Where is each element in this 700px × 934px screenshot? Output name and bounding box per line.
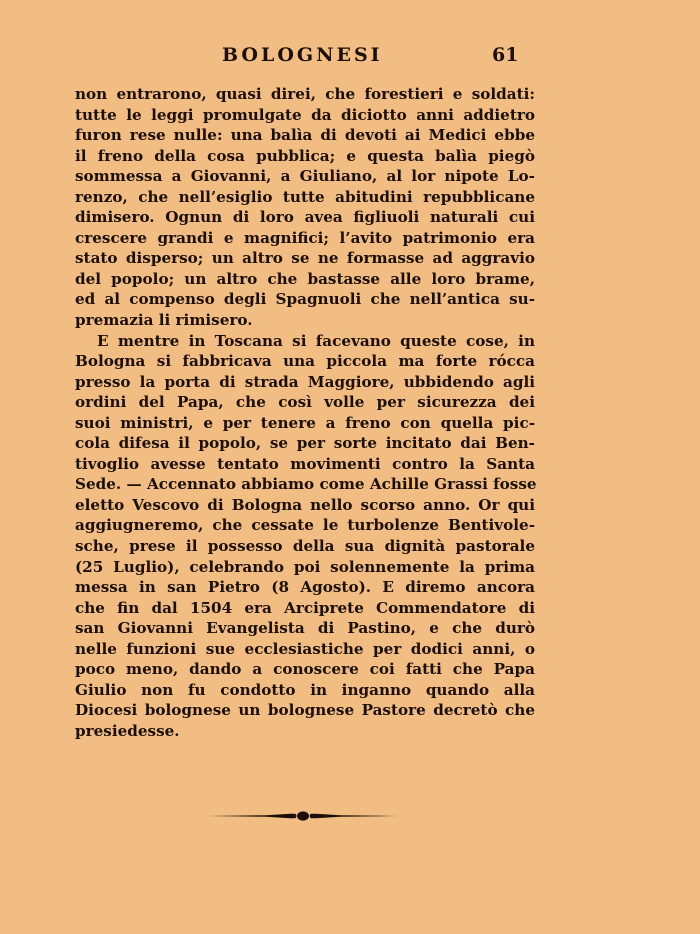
text-line: messa in san Pietro (8 Agosto). E diremo ancora [75, 578, 535, 597]
text-line: presiedesse. [75, 721, 180, 740]
text-line: renzo, che nell’esiglio tutte abitudini repubblicane [75, 187, 535, 206]
text-line: ed al compenso degli Spagnuoli che nell’antica su- [75, 290, 535, 309]
text-line: dimisero. Ognun di loro avea figliuoli naturali cui [75, 208, 535, 227]
text-line: E mentre in Toscana si facevano queste cose, in [97, 331, 535, 350]
text-line: suoi ministri, e per tenere a freno con quella pic- [75, 413, 535, 432]
text-line: eletto Vescovo di Bologna nello scorso anno. Or qui [75, 495, 535, 514]
text-line: (25 Luglio), celebrando poi solennemente la prima [75, 557, 535, 576]
text-line: stato disperso; un altro se ne formasse ad aggravio [75, 249, 535, 268]
running-head: BOLOGNESI [222, 44, 383, 66]
text-line: crescere grandi e magnifici; l’avito patrimonio era [75, 228, 535, 247]
text-line: premazia li rimisero. [75, 311, 253, 330]
text-line: sommessa a Giovanni, a Giuliano, al lor nipote Lo- [75, 167, 535, 186]
page-number: 61 [492, 44, 519, 66]
text-line: nelle funzioni sue ecclesiastiche per dodici anni, o [75, 639, 535, 658]
text-line: presso la porta di strada Maggiore, ubbidendo agli [75, 372, 535, 391]
text-line: tutte le leggi promulgate da diciotto anni addietro [75, 105, 535, 124]
body-text [75, 84, 535, 742]
page-header [0, 44, 700, 74]
text-line: Bologna si fabbricava una piccola ma forte rócca [75, 352, 535, 371]
ornamental-rule [208, 808, 398, 824]
text-line: Diocesi bolognese un bolognese Pastore decretò che [75, 701, 535, 720]
text-line: tivoglio avesse tentato movimenti contro la Santa [75, 454, 535, 473]
text-line: furon rese nulle: una balìa di devoti ai Medici ebbe [75, 126, 535, 145]
text-line: Giulio non fu condotto in inganno quando alla [75, 680, 535, 699]
text-line: del popolo; un altro che bastasse alle loro brame, [75, 269, 535, 288]
text-line: il freno della cosa pubblica; e questa balìa piegò [75, 146, 535, 165]
text-line: non entrarono, quasi direi, che forestieri e soldati: [75, 85, 535, 103]
text-line: cola difesa il popolo, se per sorte incitato dai Ben- [75, 434, 535, 453]
text-line: ordini del Papa, che così volle per sicurezza dei [75, 393, 535, 412]
text-line: poco meno, dando a conoscere coi fatti che Papa [75, 660, 535, 679]
text-line: Sede. — Accennato abbiamo come Achille Grassi fosse [75, 475, 537, 494]
text-line: san Giovanni Evangelista di Pastino, e che durò [75, 619, 535, 638]
text-line: aggiugneremo, che cessate le turbolenze Bentivole- [75, 516, 535, 535]
text-line: che fin dal 1504 era Arciprete Commendatore di [75, 598, 535, 617]
text-line: sche, prese il possesso della sua dignità pastorale [75, 537, 535, 556]
